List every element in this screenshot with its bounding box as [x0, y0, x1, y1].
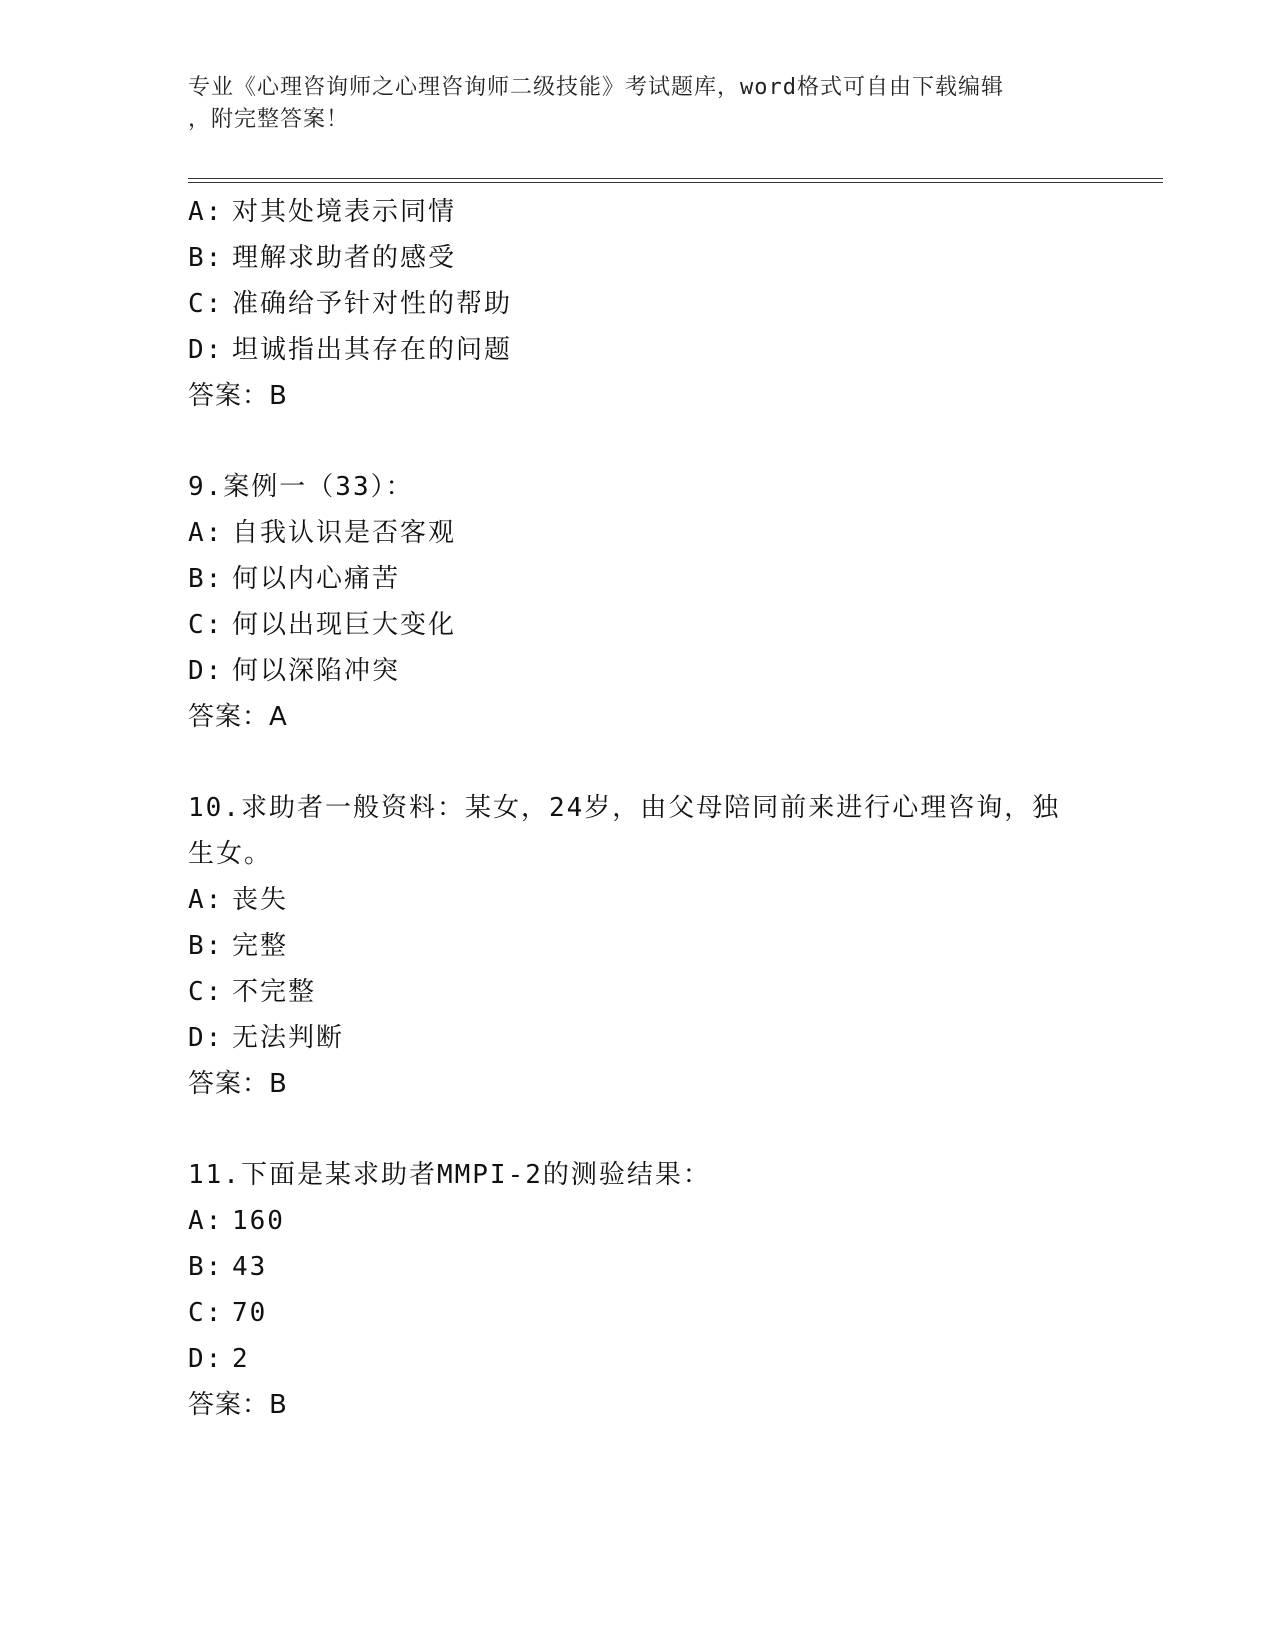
- option-b: [188, 235, 1148, 281]
- answer-line: 答案：B: [188, 381, 288, 411]
- option-text: 何以内心痛苦: [232, 564, 401, 594]
- option-c: [188, 1290, 1148, 1336]
- question-stem-line-1: 10.求助者一般资料：某女，24岁，由父母陪同前来进行心理咨询，独: [188, 793, 1061, 823]
- option-b: [188, 556, 1148, 602]
- option-text: 对其处境表示同情: [232, 197, 457, 227]
- option-a: [188, 877, 1148, 923]
- option-key: C:: [188, 1298, 224, 1328]
- option-d: [188, 1015, 1148, 1061]
- answer-line: 答案：B: [188, 1069, 288, 1099]
- option-key: A:: [188, 197, 224, 227]
- option-text: 丧失: [232, 885, 289, 915]
- option-a: [188, 189, 1148, 235]
- option-key: D:: [188, 656, 224, 686]
- option-text: 坦诚指出其存在的问题: [232, 335, 513, 365]
- option-key: A:: [188, 1206, 224, 1236]
- option-key: B:: [188, 931, 224, 961]
- option-text: 160: [232, 1206, 285, 1236]
- question-stem: 11.下面是某求助者MMPI-2的测验结果：: [188, 1160, 711, 1190]
- option-d: [188, 648, 1148, 694]
- question-9: [188, 464, 1148, 740]
- question-8: [188, 189, 1148, 419]
- answer-line: 答案：A: [188, 702, 288, 732]
- option-text: 何以深陷冲突: [232, 656, 401, 686]
- option-b: [188, 1244, 1148, 1290]
- option-key: A:: [188, 885, 224, 915]
- option-text: 不完整: [232, 977, 317, 1007]
- option-c: [188, 281, 1148, 327]
- option-text: 自我认识是否客观: [232, 518, 457, 548]
- answer-line: 答案：B: [188, 1390, 288, 1420]
- option-key: B:: [188, 564, 224, 594]
- option-text: 理解求助者的感受: [232, 243, 457, 273]
- option-text: 准确给予针对性的帮助: [232, 289, 513, 319]
- option-c: [188, 969, 1148, 1015]
- option-text: 完整: [232, 931, 289, 961]
- question-stem-line-2: 生女。: [188, 839, 273, 869]
- option-text: 2: [232, 1344, 250, 1374]
- spacer: [188, 419, 1148, 464]
- option-text: 70: [232, 1298, 268, 1328]
- option-key: C:: [188, 610, 224, 640]
- header-line-2: ，附完整答案！: [188, 107, 350, 132]
- option-key: D:: [188, 1023, 224, 1053]
- option-b: [188, 923, 1148, 969]
- question-list: [188, 189, 1148, 1428]
- option-key: A:: [188, 518, 224, 548]
- question-11: [188, 1152, 1148, 1428]
- option-d: [188, 327, 1148, 373]
- spacer: [188, 740, 1148, 785]
- question-10: [188, 785, 1148, 1107]
- spacer: [188, 1107, 1148, 1152]
- option-d: [188, 1336, 1148, 1382]
- header-rule-top: [188, 178, 1163, 179]
- header-line-1: 专业《心理咨询师之心理咨询师二级技能》考试题库，word格式可自由下载编辑: [188, 75, 1004, 100]
- option-key: C:: [188, 289, 224, 319]
- question-stem: 9.案例一（33）：: [188, 472, 414, 502]
- option-text: 43: [232, 1252, 268, 1282]
- option-text: 无法判断: [232, 1023, 345, 1053]
- option-a: [188, 510, 1148, 556]
- option-key: B:: [188, 243, 224, 273]
- option-key: B:: [188, 1252, 224, 1282]
- option-key: D:: [188, 335, 224, 365]
- option-text: 何以出现巨大变化: [232, 610, 457, 640]
- option-key: D:: [188, 1344, 224, 1374]
- document-header: [188, 72, 1068, 136]
- option-c: [188, 602, 1148, 648]
- option-a: [188, 1198, 1148, 1244]
- header-rule-bottom: [188, 182, 1163, 183]
- option-key: C:: [188, 977, 224, 1007]
